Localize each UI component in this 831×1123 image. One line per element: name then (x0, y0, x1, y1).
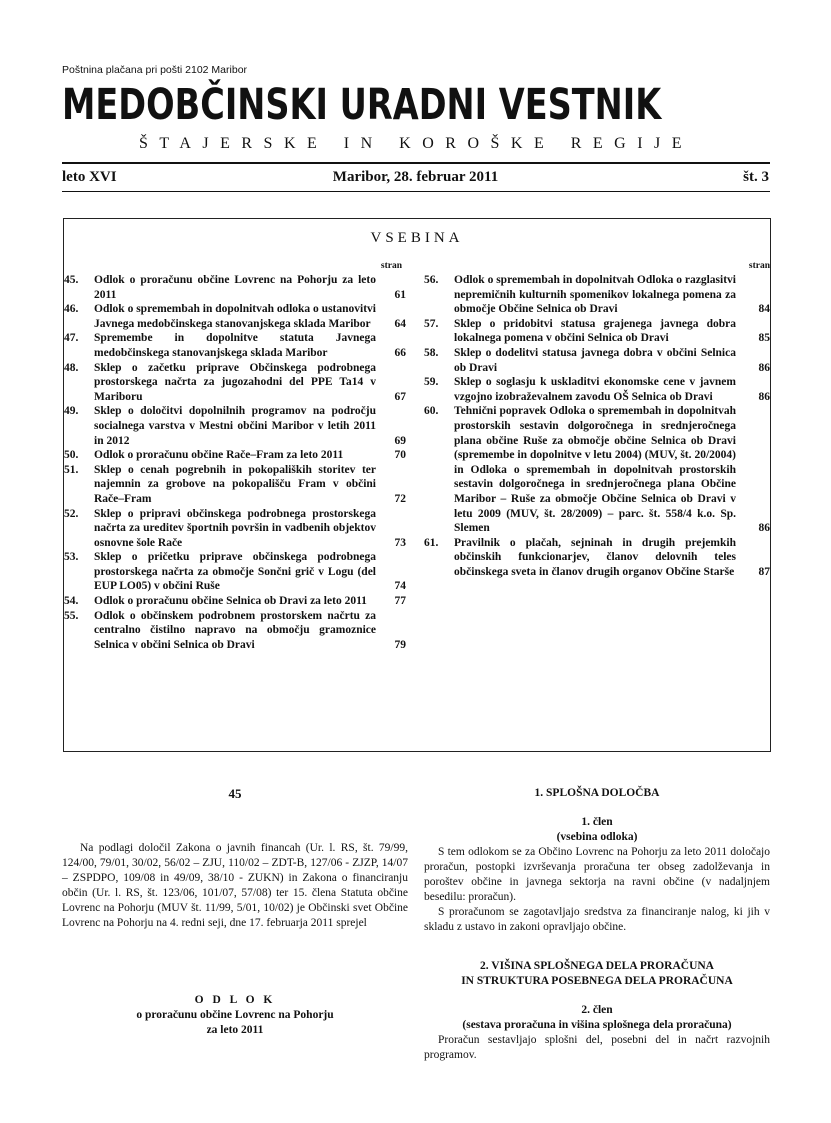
masthead-subtitle: ŠTAJERSKE IN KOROŠKE REGIJE (138, 135, 694, 152)
toc-entry-page: 87 (758, 565, 770, 578)
section-2-title-line-2: IN STRUKTURA POSEBNEGA DELA PRORAČUNA (461, 975, 733, 987)
toc-entry-number: 47. (64, 332, 79, 345)
toc-entry-number: 60. (424, 405, 439, 418)
issue-place-date: Maribor, 28. februar 2011 (332, 169, 499, 185)
toc-entry (64, 361, 406, 405)
toc-entry-number: 51. (64, 463, 79, 476)
table-of-contents (63, 218, 771, 752)
toc-entry-page: 66 (394, 346, 406, 359)
toc-entry-page: 79 (394, 638, 406, 651)
toc-column-left (64, 259, 406, 652)
toc-entry (64, 404, 406, 448)
toc-entry-title: Spremembe in dopolnitve statuta Javnega medobčinskega stanovanjskega sklada Maribor (94, 332, 376, 359)
toc-page-label: stran (748, 261, 770, 271)
toc-entry-number: 46. (64, 303, 79, 316)
toc-entry-title: Odlok o občinskem podrobnem prostorskem načrtu za centralno čistilno napravo na območju gramoznice Selnica v občini Selnica ob Dravi (94, 609, 376, 651)
decree-title: O D L O K (194, 994, 276, 1006)
toc-entry (64, 550, 406, 594)
toc-entry-title: Pravilnik o plačah, sejninah in drugih prejemkih občinskih funkcionarjev, članov delovnih teles občinskega sveta in članov drugih organov Občine Starše (454, 536, 736, 578)
header-rule-bottom (62, 191, 770, 192)
toc-entry-page: 86 (758, 522, 770, 535)
toc-entry-page: 67 (394, 390, 406, 403)
article-1-paragraph-2: S proračunom se zagotavljajo sredstva za financiranje nalog, ki jih v skladu z ustavo in zakoni opravljajo občine. (424, 906, 770, 933)
toc-entry-title: Odlok o spremembah in dopolnitvah Odloka o razglasitvi nepremičnih kulturnih spomenikov lokalnega pomena za območje Občine Selnica ob Dravi (454, 274, 736, 316)
header-rule-top (62, 162, 770, 164)
toc-entry-title: Sklep o določitvi dopolnilnih programov na področju socialnega varstva v Mestni občini Maribor v letih 2011 in 2012 (94, 405, 376, 447)
issue-year: leto XVI (62, 169, 117, 185)
toc-entry-page: 86 (758, 361, 770, 374)
toc-entry-title: Sklep o začetku priprave Občinskega podrobnega prostorskega načrta za jugozahodni del PPE Ta14 v Mariboru (94, 361, 376, 403)
toc-entry-title: Sklep o pričetku priprave občinskega podrobnega prostorskega načrta za območje Sončni grič v Logu (del EUP LO05) v občini Ruše (94, 551, 376, 593)
toc-entry (64, 463, 406, 507)
toc-title: VSEBINA (370, 230, 464, 246)
toc-entry-number: 53. (64, 551, 79, 564)
toc-entry-number: 49. (64, 405, 79, 418)
toc-entry (64, 507, 406, 551)
toc-entry (424, 536, 770, 580)
toc-entry-title: Tehnični popravek Odloka o spremembah in dopolnitvah prostorskih sestavin dolgoročnega in srednjeročnega plana občine Ruše za območje občine Selnica ob Dravi (spremembe in dopolnitve v letu 2004) (MUV, št. 20/2004) in Odloka o spremembah in dopolnitvah prostorskih sestavin dolgoročnega in srednjeročnega plana Občine Maribor – Ruše za območje Občine Selnica ob Dravi v letu 2009 (MUV, št. 28/2009) – parc. št. 558/4 k.o. Sp. Slemen (454, 405, 736, 535)
toc-entry (424, 346, 770, 375)
preamble-paragraph: Na podlagi določil Zakona o javnih financah (Ur. l. RS, št. 79/99, 124/00, 79/01, 30/02, 56/02 – ZJU, 110/02 – ZDT-B, 127/06 - ZJZP, 14/07 – ZSPDPO, 109/08 in 49/09, 38/10 - ZUKN) in Zakona o financiranju občin (Ur. l. RS, št. 123/06, 101/07, 57/08) ter 15. člena Statuta občine Lovrenc na Pohorju (MUV št. 11/99, 5/01, 10/02) je Občinski svet Občine Lovrenc na Pohorju na 4. redni seji, dne 17. februarja 2011 sprejel (62, 842, 408, 929)
article-2-heading: 2. člen (581, 1004, 613, 1016)
toc-entry-title: Odlok o proračunu občine Lovrenc na Pohorju za leto 2011 (94, 274, 376, 301)
toc-entry-page: 77 (394, 595, 406, 608)
toc-entry-page: 86 (758, 390, 770, 403)
postage-note: Poštnina plačana pri pošti 2102 Maribor (62, 64, 248, 76)
toc-page-label: stran (380, 261, 402, 271)
toc-entry-number: 45. (64, 274, 79, 286)
toc-entry-number: 57. (424, 317, 439, 330)
article-1-paragraph-1: S tem odlokom se za Občino Lovrenc na Pohorju za leto 2011 določajo proračun, postopki izvrševanja proračuna ter obseg zadolževanja in poroštev občine in javnega sektorja na ravni občine (v nadaljnjem besedilu: proračun). (424, 846, 770, 903)
toc-entry-number: 61. (424, 536, 439, 549)
toc-entry-page: 61 (394, 288, 406, 301)
article-1-heading: 1. člen (581, 816, 613, 828)
toc-entry-title: Odlok o proračunu občine Rače–Fram za leto 2011 (94, 449, 344, 462)
toc-entry-page: 84 (758, 303, 770, 316)
toc-entry-page: 70 (394, 449, 406, 462)
toc-entry-page: 74 (394, 580, 406, 593)
toc-entry-title: Sklep o pripravi občinskega podrobnega prostorskega načrta za ureditev športnih površin in vadbenih objektov osnovne šole Rače (94, 507, 376, 549)
masthead-title: MEDOBČINSKI URADNI VESTNIK (62, 80, 662, 130)
toc-entry-number: 56. (424, 274, 439, 286)
toc-entry-page: 85 (758, 332, 770, 345)
toc-entry (64, 609, 406, 653)
article-column-left (62, 786, 408, 1038)
toc-entry (64, 594, 406, 609)
toc-entry (424, 404, 770, 535)
toc-entry (64, 448, 406, 463)
toc-entry-title: Sklep o cenah pogrebnih in pokopaliških storitev ter najemnin za grobove na pokopališču Fram v občini Rače–Fram (94, 463, 376, 505)
toc-entry-page: 69 (394, 434, 406, 447)
toc-entry (424, 273, 770, 317)
toc-entry (424, 375, 770, 404)
toc-entry (424, 317, 770, 346)
toc-entry-page: 72 (394, 492, 406, 505)
toc-entry-title: Sklep o dodelitvi statusa javnega dobra v občini Selnica ob Dravi (454, 346, 736, 374)
toc-entry (64, 273, 406, 302)
issue-number: št. 3 (743, 169, 769, 185)
article-number: 45 (228, 786, 242, 801)
toc-entry-title: Odlok o spremembah in dopolnitvah odloka o ustanovitvi Javnega medobčinskega stanovanjskega sklada Maribor (94, 303, 376, 330)
toc-entry (64, 331, 406, 360)
toc-entry-number: 50. (64, 449, 79, 462)
toc-entry-number: 48. (64, 361, 79, 374)
toc-entry-number: 54. (64, 595, 79, 608)
toc-entry-title: Sklep o soglasju k uskladitvi ekonomske cene v javnem vzgojno izobraževalnem zavodu OŠ Selnica ob Dravi (454, 376, 736, 403)
article-1-subheading: (vsebina odloka) (556, 831, 638, 843)
decree-year: za leto 2011 (206, 1024, 264, 1036)
section-1-title: 1. SPLOŠNA DOLOČBA (534, 787, 660, 799)
article-2-paragraph-1: Proračun sestavljajo splošni del, posebni del in načrt razvojnih programov. (424, 1034, 770, 1061)
toc-entry-page: 73 (394, 536, 406, 549)
toc-entry-number: 59. (424, 376, 439, 389)
toc-entry-page: 64 (394, 317, 406, 330)
toc-column-right (424, 259, 770, 579)
toc-entry-number: 52. (64, 507, 79, 520)
decree-subtitle: o proračunu občine Lovrenc na Pohorju (136, 1009, 334, 1021)
article-column-right (424, 786, 770, 1063)
toc-entry-title: Sklep o pridobitvi statusa grajenega javnega dobra lokalnega pomena v občini Selnica ob Dravi (454, 317, 736, 345)
toc-entry-title: Odlok o proračunu občine Selnica ob Dravi za leto 2011 (94, 595, 367, 608)
section-2-title-line-1: 2. VIŠINA SPLOŠNEGA DELA PRORAČUNA (480, 960, 714, 972)
toc-entry-number: 55. (64, 609, 79, 622)
article-2-subheading: (sestava proračuna in višina splošnega dela proračuna) (462, 1019, 732, 1031)
toc-entry (64, 302, 406, 331)
toc-entry-number: 58. (424, 346, 439, 359)
